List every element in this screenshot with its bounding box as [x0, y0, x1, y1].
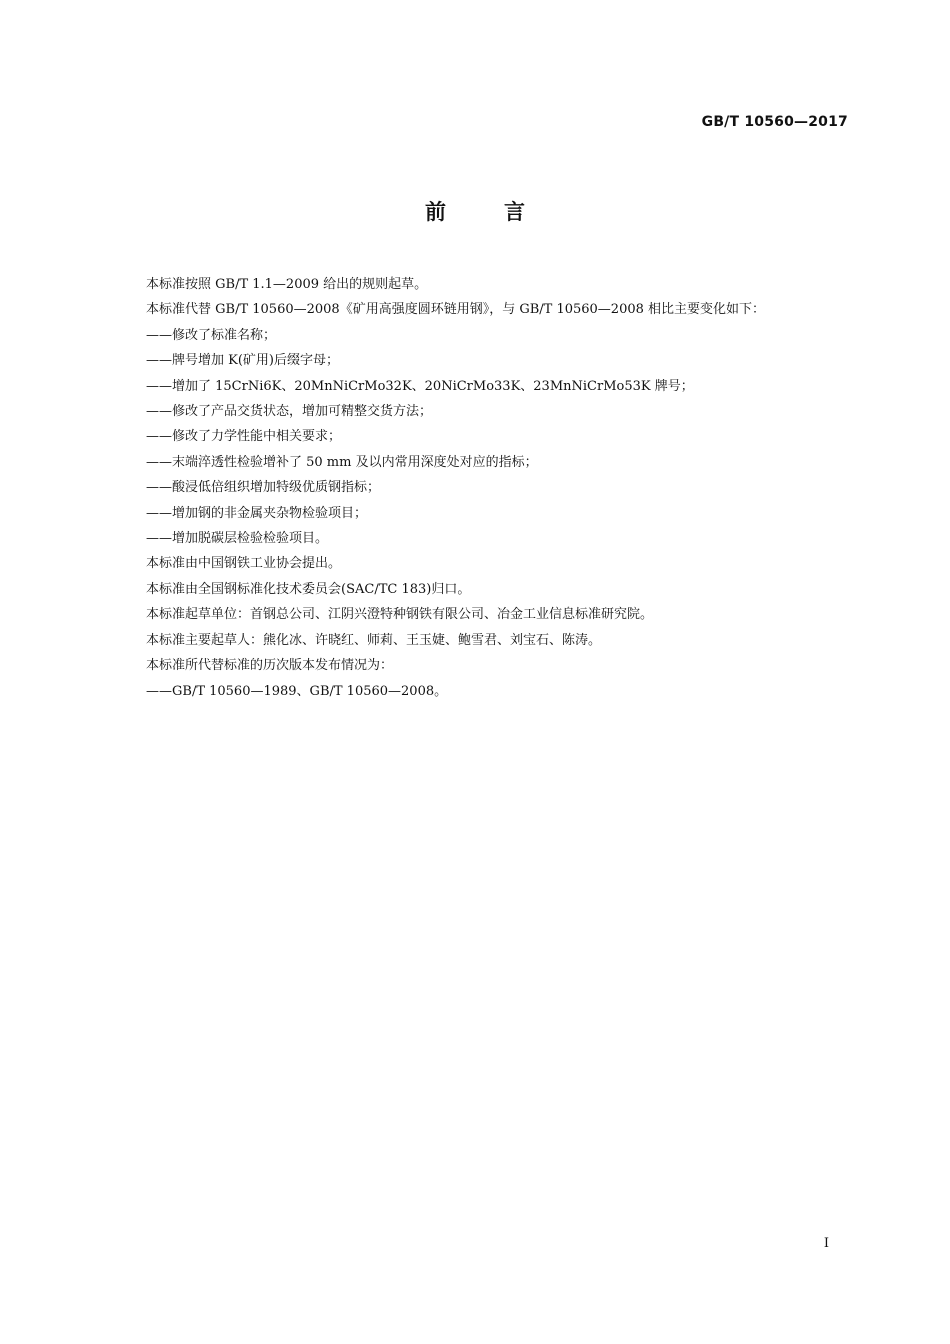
list-item: ——GB/T 10560—1989、GB/T 10560—2008。 [146, 683, 448, 699]
document-body [116, 272, 850, 704]
list-item: ——修改了力学性能中相关要求； [146, 429, 342, 445]
standard-code: GB/T 10560—2017 [701, 114, 848, 130]
list-item: ——修改了产品交货状态，增加可精整交货方法； [146, 404, 433, 420]
list-item: ——酸浸低倍组织增加特级优质钢指标； [146, 480, 381, 496]
list-item: ——修改了标准名称； [146, 327, 277, 343]
history-intro-paragraph: 本标准所代替标准的历次版本发布情况为： [146, 658, 394, 674]
drafters-paragraph: 本标准主要起草人：熊化冰、许晓红、师莉、王玉婕、鲍雪君、刘宝石、陈涛。 [146, 632, 602, 648]
changes-list [116, 323, 850, 552]
page-number: I [823, 1236, 829, 1251]
list-item: ——增加钢的非金属夹杂物检验项目； [146, 505, 368, 521]
page-title: 前言 [425, 200, 583, 224]
list-item: ——增加脱碳层检验检验项目。 [146, 531, 329, 547]
history-list [116, 679, 850, 704]
list-item: ——牌号增加 K(矿用)后缀字母； [146, 353, 339, 369]
proposed-by-paragraph: 本标准由中国钢铁工业协会提出。 [146, 556, 342, 572]
list-item: ——增加了 15CrNi6K、20MnNiCrMo32K、20NiCrMo33K、23MnNiCrMo53K 牌号； [146, 378, 694, 394]
centralized-by-paragraph: 本标准由全国钢标准化技术委员会(SAC/TC 183)归口。 [146, 581, 471, 597]
intro-paragraph-1: 本标准按照 GB/T 1.1—2009 给出的规则起草。 [146, 277, 428, 292]
list-item: ——末端淬透性检验增补了 50 mm 及以内常用深度处对应的指标； [146, 454, 538, 470]
intro-paragraph-2: 本标准代替 GB/T 10560—2008《矿用高强度圆环链用钢》，与 GB/T 10560—2008 相比主要变化如下： [146, 302, 766, 318]
drafting-units-paragraph: 本标准起草单位：首钢总公司、江阴兴澄特种钢铁有限公司、冶金工业信息标准研究院。 [146, 607, 654, 623]
